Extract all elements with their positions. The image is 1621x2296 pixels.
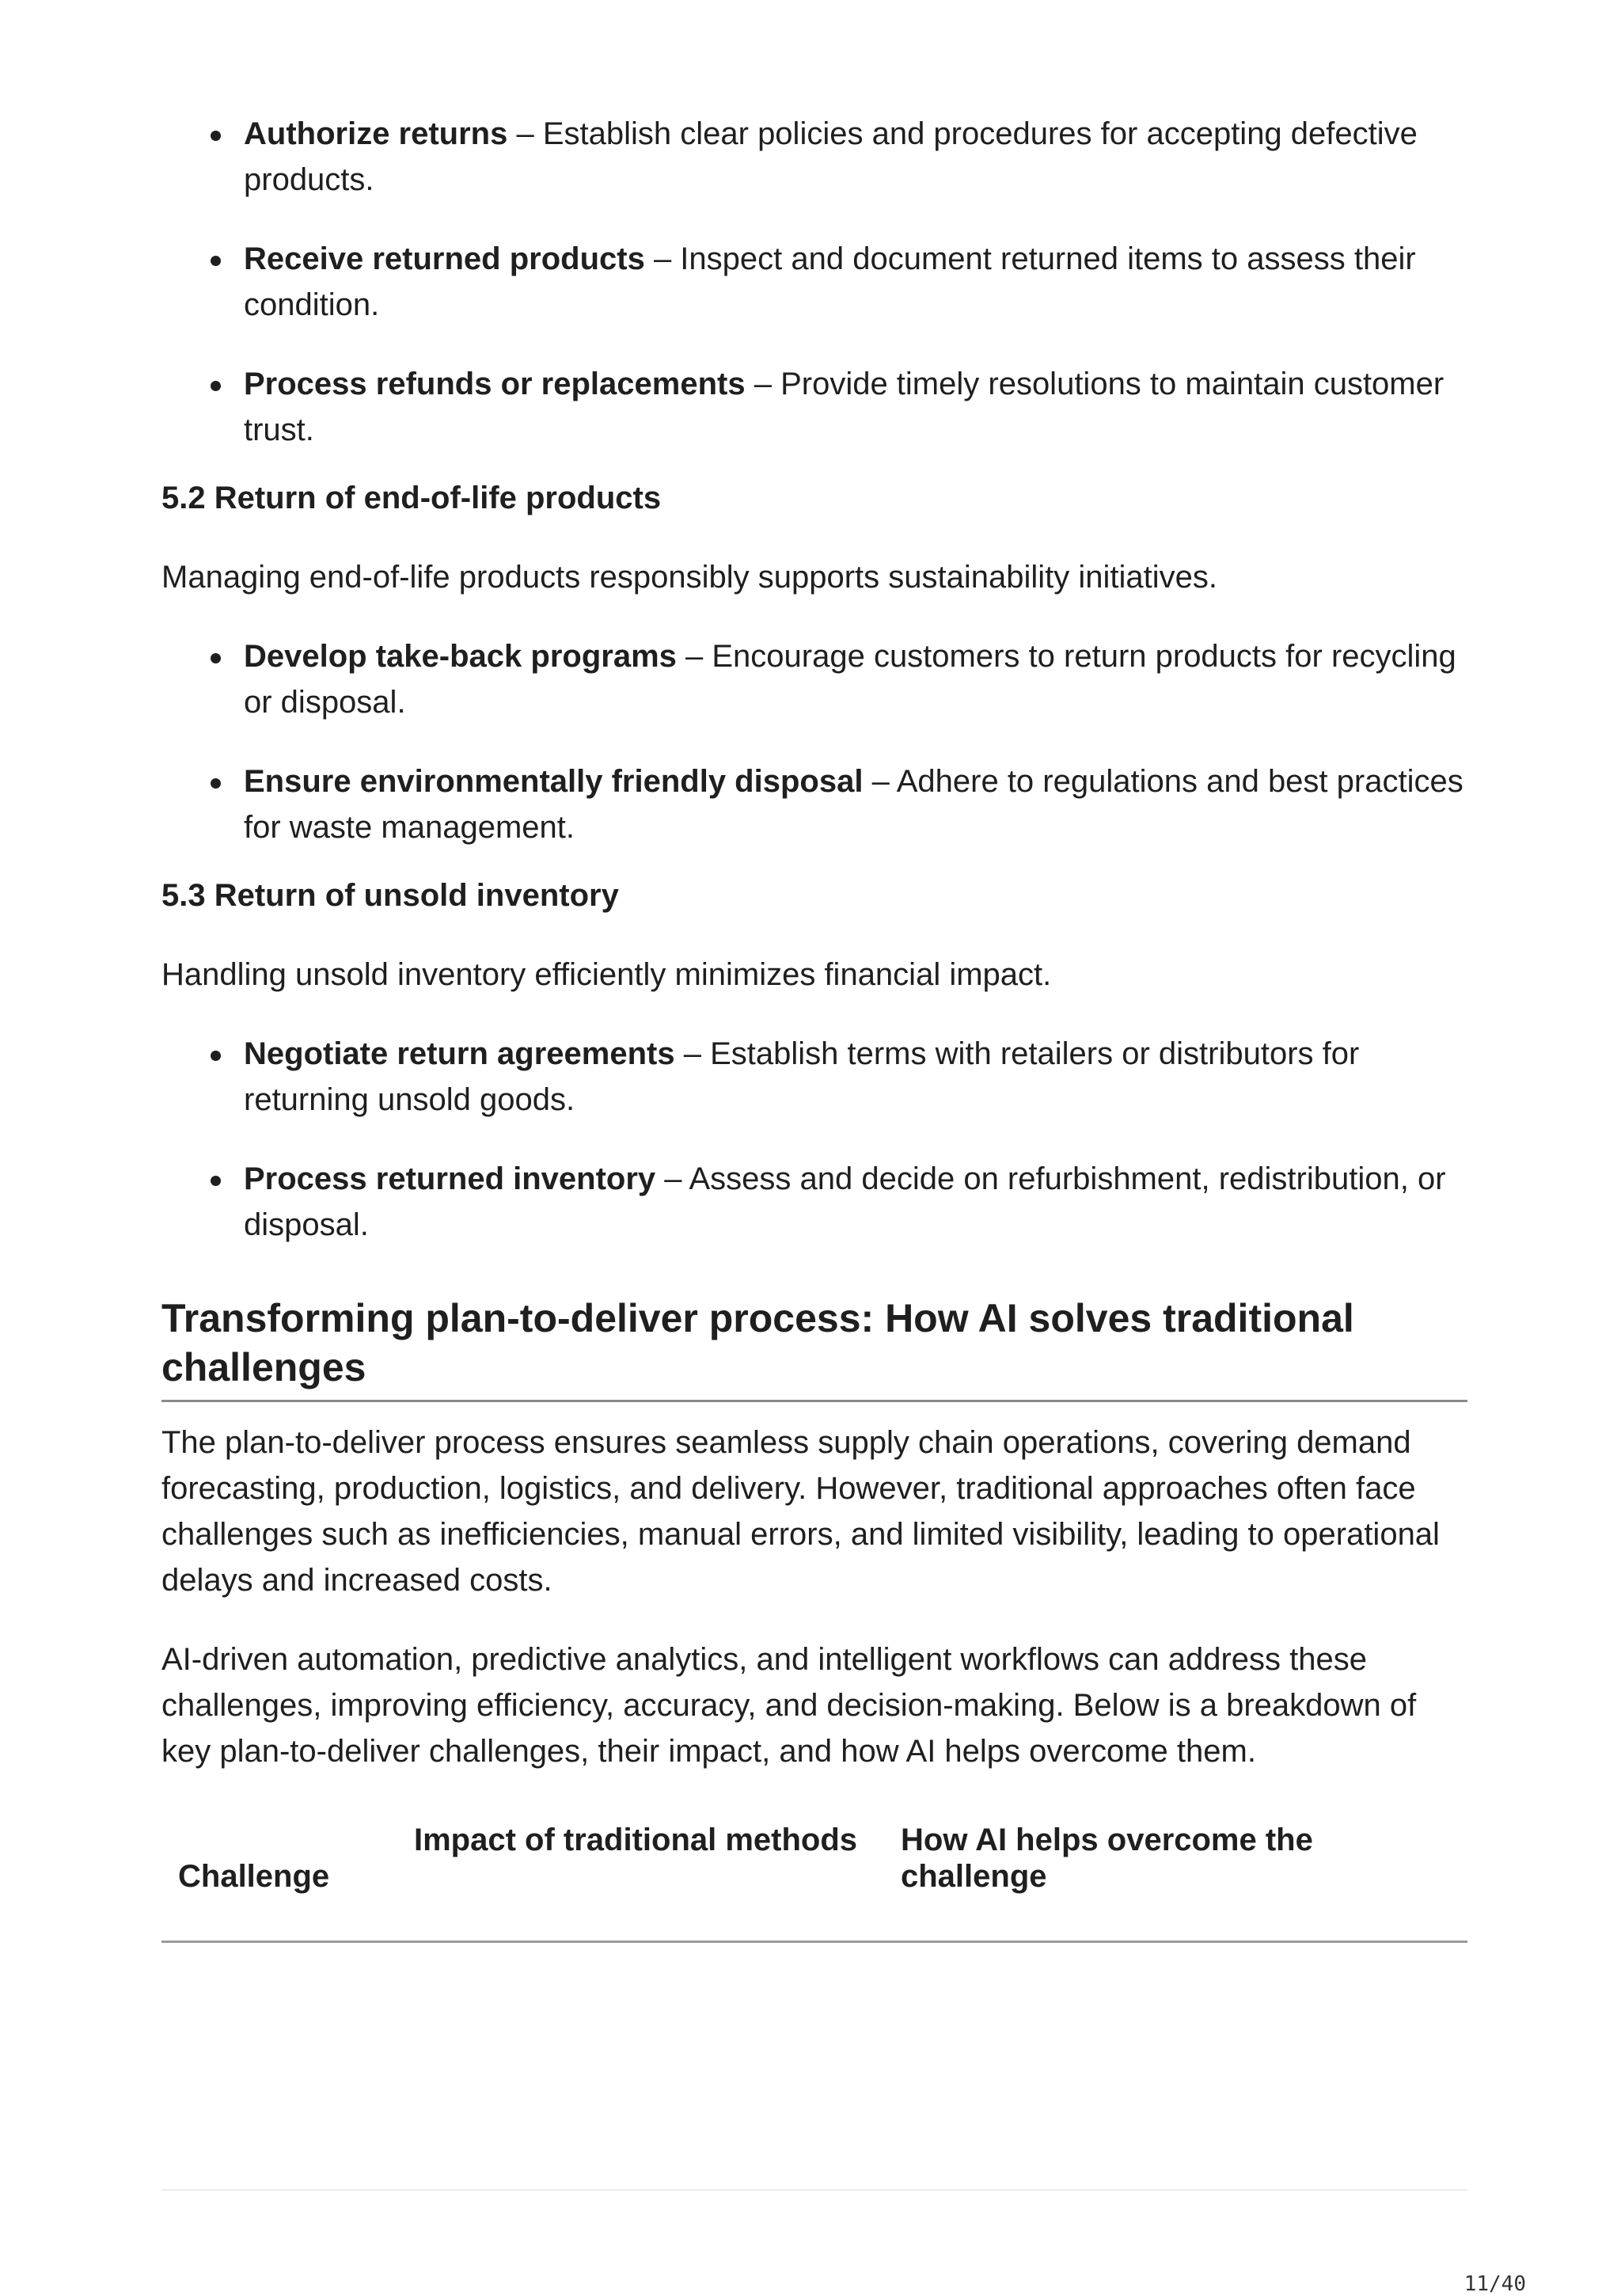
list-item	[161, 758, 1467, 850]
bullet-icon	[211, 256, 221, 266]
unsold-inventory-list	[161, 1031, 1467, 1248]
list-item	[161, 1031, 1467, 1123]
document-page	[161, 111, 1467, 1943]
footer-divider	[161, 2189, 1467, 2191]
list-item-title: Negotiate return agreements	[244, 1036, 675, 1071]
section-5-2-intro: Managing end-of-life products responsibly supports sustainability initiatives.	[161, 560, 1218, 595]
bullet-icon	[211, 381, 221, 391]
list-item	[161, 1156, 1467, 1248]
list-item	[161, 361, 1467, 453]
section-heading: Transforming plan-to-deliver process: How AI solves traditional challenges	[161, 1294, 1467, 1402]
list-item-title: Develop take-back programs	[244, 639, 677, 674]
bullet-icon	[211, 131, 221, 141]
end-of-life-list	[161, 633, 1467, 850]
column-header-ai: How AI helps overcome the challenge	[901, 1823, 1313, 1894]
section-5-3-intro: Handling unsold inventory efficiently minimizes financial impact.	[161, 957, 1052, 992]
list-item-text: – Provide timely resolutions to maintain customer trust.	[244, 367, 1444, 447]
column-header-challenge: Challenge	[178, 1859, 330, 1894]
list-item	[161, 236, 1467, 328]
bullet-icon	[211, 653, 221, 663]
list-item-title: Process returned inventory	[244, 1161, 656, 1196]
returns-list	[161, 111, 1467, 453]
list-item-title: Authorize returns	[244, 116, 508, 151]
intro-paragraph-2: AI-driven automation, predictive analytics, and intelligent workflows can address these challenges, improving efficiency, accuracy, and decision-making. Below is a breakdown of key plan-to-deliver challenges, their impact, and how AI helps overcome them.	[161, 1642, 1417, 1769]
bullet-icon	[211, 1051, 221, 1061]
list-item-title: Receive returned products	[244, 241, 645, 276]
bullet-icon	[211, 778, 221, 789]
list-item-text: – Inspect and document returned items to assess their condition.	[244, 241, 1416, 322]
column-header-impact: Impact of traditional methods	[414, 1823, 858, 1857]
page-number: 11/40	[1463, 2272, 1526, 2296]
list-item-text: – Encourage customers to return products for recycling or disposal.	[244, 639, 1456, 720]
list-item-title: Ensure environmentally friendly disposal	[244, 764, 864, 799]
bullet-icon	[211, 1176, 221, 1186]
table-header-row	[161, 1822, 1467, 1943]
list-item	[161, 633, 1467, 725]
section-5-2-heading: 5.2 Return of end-of-life products	[161, 481, 662, 515]
section-5-3-heading: 5.3 Return of unsold inventory	[161, 878, 619, 913]
list-item-text: – Establish clear policies and procedures for accepting defective products.	[244, 116, 1418, 197]
intro-paragraph: The plan-to-deliver process ensures seamless supply chain operations, covering demand forecasting, production, logistics, and delivery. However, traditional approaches often face challenges such as inefficiencies, manual errors, and limited visibility, leading to operational delays and increased costs.	[161, 1425, 1440, 1598]
list-item-text: – Establish terms with retailers or distributors for returning unsold goods.	[244, 1036, 1360, 1117]
list-item-text: – Assess and decide on refurbishment, redistribution, or disposal.	[244, 1161, 1446, 1242]
list-item-title: Process refunds or replacements	[244, 367, 746, 401]
list-item	[161, 111, 1467, 203]
list-item-text: – Adhere to regulations and best practices for waste management.	[244, 764, 1463, 845]
